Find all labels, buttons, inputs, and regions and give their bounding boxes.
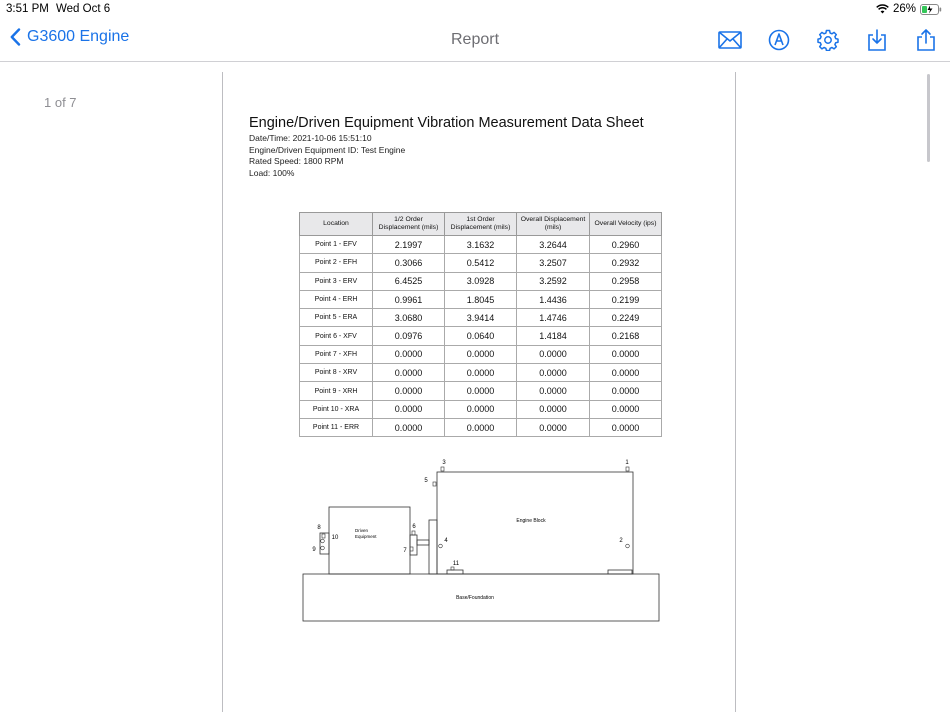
page-edge-right	[735, 72, 736, 712]
mail-button[interactable]	[716, 27, 744, 53]
row-location: Point 8 - XRV	[300, 364, 373, 382]
battery-percent: 26%	[892, 3, 916, 15]
row-value: 1.4746	[517, 309, 590, 327]
row-value: 0.0000	[445, 364, 517, 382]
point-label-7: 7	[403, 548, 407, 554]
row-value: 0.3066	[373, 254, 445, 272]
sensor-7	[410, 547, 413, 551]
download-icon	[867, 29, 887, 52]
col-half-order: 1/2 Order Displacement (mils)	[373, 213, 445, 236]
row-value: 0.0640	[445, 327, 517, 345]
status-time: 3:51 PM	[6, 3, 49, 15]
battery-charging-icon	[920, 4, 942, 15]
table-row	[300, 400, 662, 418]
table-row	[300, 364, 662, 382]
row-value: 6.4525	[373, 272, 445, 290]
row-value: 0.0000	[517, 418, 590, 436]
row-value: 0.2932	[590, 254, 662, 272]
report-meta	[249, 133, 709, 179]
table-header-row	[300, 213, 662, 236]
measurement-diagram	[299, 454, 661, 624]
row-value: 0.0000	[590, 418, 662, 436]
row-value: 0.0000	[373, 364, 445, 382]
status-date: Wed Oct 6	[56, 3, 111, 15]
col-overall-vel: Overall Velocity (ips)	[590, 213, 662, 236]
report-load: Load: 100%	[249, 167, 295, 178]
table-row	[300, 236, 662, 254]
toolbar	[716, 27, 940, 53]
row-location: Point 4 - ERH	[300, 290, 373, 308]
row-value: 0.0976	[373, 327, 445, 345]
point-label-9: 9	[312, 547, 316, 553]
sensor-8	[322, 534, 325, 538]
row-location: Point 5 - ERA	[300, 309, 373, 327]
row-value: 3.2644	[517, 236, 590, 254]
sensor-6	[412, 531, 415, 535]
row-value: 0.0000	[517, 345, 590, 363]
row-value: 0.2249	[590, 309, 662, 327]
point-label-3: 3	[442, 460, 446, 466]
row-value: 0.2199	[590, 290, 662, 308]
point-label-2: 2	[619, 538, 623, 544]
markup-button[interactable]	[765, 27, 793, 53]
page-edge-left	[222, 72, 223, 712]
table-row	[300, 345, 662, 363]
row-value: 0.5412	[445, 254, 517, 272]
col-overall-disp: Overall Displacement (mils)	[517, 213, 590, 236]
sensor-10	[321, 539, 325, 543]
sensor-4	[439, 544, 443, 548]
row-value: 3.2507	[517, 254, 590, 272]
table-row	[300, 327, 662, 345]
row-value: 0.0000	[590, 382, 662, 400]
row-value: 3.2592	[517, 272, 590, 290]
row-value: 0.0000	[373, 400, 445, 418]
document-viewer[interactable]	[0, 62, 950, 712]
row-value: 0.0000	[373, 382, 445, 400]
report-datetime: Date/Time: 2021-10-06 15:51:10	[249, 133, 372, 143]
page-indicator: 1 of 7	[44, 95, 77, 110]
row-value: 0.0000	[445, 400, 517, 418]
navigation-bar	[0, 20, 950, 62]
row-value: 0.0000	[373, 345, 445, 363]
driven-rear-housing	[320, 533, 329, 554]
row-value: 0.0000	[590, 345, 662, 363]
report-header	[249, 115, 709, 179]
report-equipment: Engine/Driven Equipment ID: Test Engine	[249, 144, 406, 155]
coupling-shaft	[417, 540, 429, 545]
sensor-3	[441, 467, 444, 471]
row-location: Point 9 - XRH	[300, 382, 373, 400]
col-location: Location	[300, 213, 373, 236]
driven-equipment	[329, 507, 410, 574]
col-first-order: 1st Order Displacement (mils)	[445, 213, 517, 236]
engine-rear-mount	[447, 570, 463, 574]
download-button[interactable]	[863, 27, 891, 53]
row-value: 3.0680	[373, 309, 445, 327]
row-value: 0.9961	[373, 290, 445, 308]
row-value: 1.8045	[445, 290, 517, 308]
wifi-icon	[876, 4, 889, 14]
driven-label-2: Equipment	[355, 534, 377, 539]
row-location: Point 6 - XFV	[300, 327, 373, 345]
vibration-table	[299, 212, 662, 437]
table-row	[300, 290, 662, 308]
share-button[interactable]	[912, 27, 940, 53]
row-value: 0.0000	[590, 400, 662, 418]
row-value: 0.0000	[373, 418, 445, 436]
row-value: 3.9414	[445, 309, 517, 327]
report-speed: Rated Speed: 1800 RPM	[249, 156, 344, 166]
report-title: Engine/Driven Equipment Vibration Measurement Data Sheet	[249, 115, 644, 131]
row-location: Point 2 - EFH	[300, 254, 373, 272]
point-label-1: 1	[625, 460, 629, 466]
mail-icon	[718, 31, 742, 49]
row-location: Point 1 - EFV	[300, 236, 373, 254]
share-icon	[916, 28, 936, 52]
point-label-5: 5	[424, 478, 428, 484]
table-row	[300, 309, 662, 327]
back-label: G3600 Engine	[27, 28, 130, 45]
row-location: Point 3 - ERV	[300, 272, 373, 290]
row-value: 3.0928	[445, 272, 517, 290]
table-row	[300, 272, 662, 290]
status-bar	[0, 0, 950, 20]
row-value: 0.0000	[590, 364, 662, 382]
row-value: 0.0000	[445, 418, 517, 436]
markup-icon	[768, 29, 790, 51]
row-value: 1.4436	[517, 290, 590, 308]
point-label-8: 8	[317, 525, 321, 531]
point-label-11: 11	[452, 561, 460, 567]
row-value: 0.0000	[445, 382, 517, 400]
row-value: 1.4184	[517, 327, 590, 345]
sensor-1	[626, 467, 629, 471]
row-value: 0.0000	[517, 382, 590, 400]
table-row	[300, 382, 662, 400]
row-value: 0.0000	[517, 364, 590, 382]
driven-label-1: Driven	[355, 528, 369, 533]
row-value: 0.0000	[517, 400, 590, 418]
row-value: 3.1632	[445, 236, 517, 254]
engine-label: Engine Block	[516, 518, 546, 524]
row-value: 0.2960	[590, 236, 662, 254]
row-location: Point 7 - XFH	[300, 345, 373, 363]
point-label-4: 4	[444, 538, 448, 544]
row-value: 0.2168	[590, 327, 662, 345]
row-value: 2.1997	[373, 236, 445, 254]
settings-button[interactable]	[814, 27, 842, 53]
gear-icon	[817, 29, 839, 51]
page-title: Report	[450, 31, 500, 48]
sensor-11	[451, 567, 454, 570]
table-row	[300, 254, 662, 272]
sensor-9	[321, 546, 325, 550]
sensor-5	[433, 482, 436, 486]
sensor-2	[626, 544, 630, 548]
table-row	[300, 418, 662, 436]
row-value: 0.0000	[445, 345, 517, 363]
row-location: Point 11 - ERR	[300, 418, 373, 436]
scrollbar[interactable]	[927, 74, 930, 162]
driven-shaft-housing	[410, 535, 417, 555]
point-label-10: 10	[331, 535, 339, 541]
engine-front-mount	[608, 570, 632, 574]
point-label-6: 6	[412, 524, 416, 530]
flywheel-housing	[429, 520, 437, 574]
status-right	[876, 3, 942, 15]
row-location: Point 10 - XRA	[300, 400, 373, 418]
base-label: Base/Foundation	[456, 595, 494, 601]
row-value: 0.2958	[590, 272, 662, 290]
